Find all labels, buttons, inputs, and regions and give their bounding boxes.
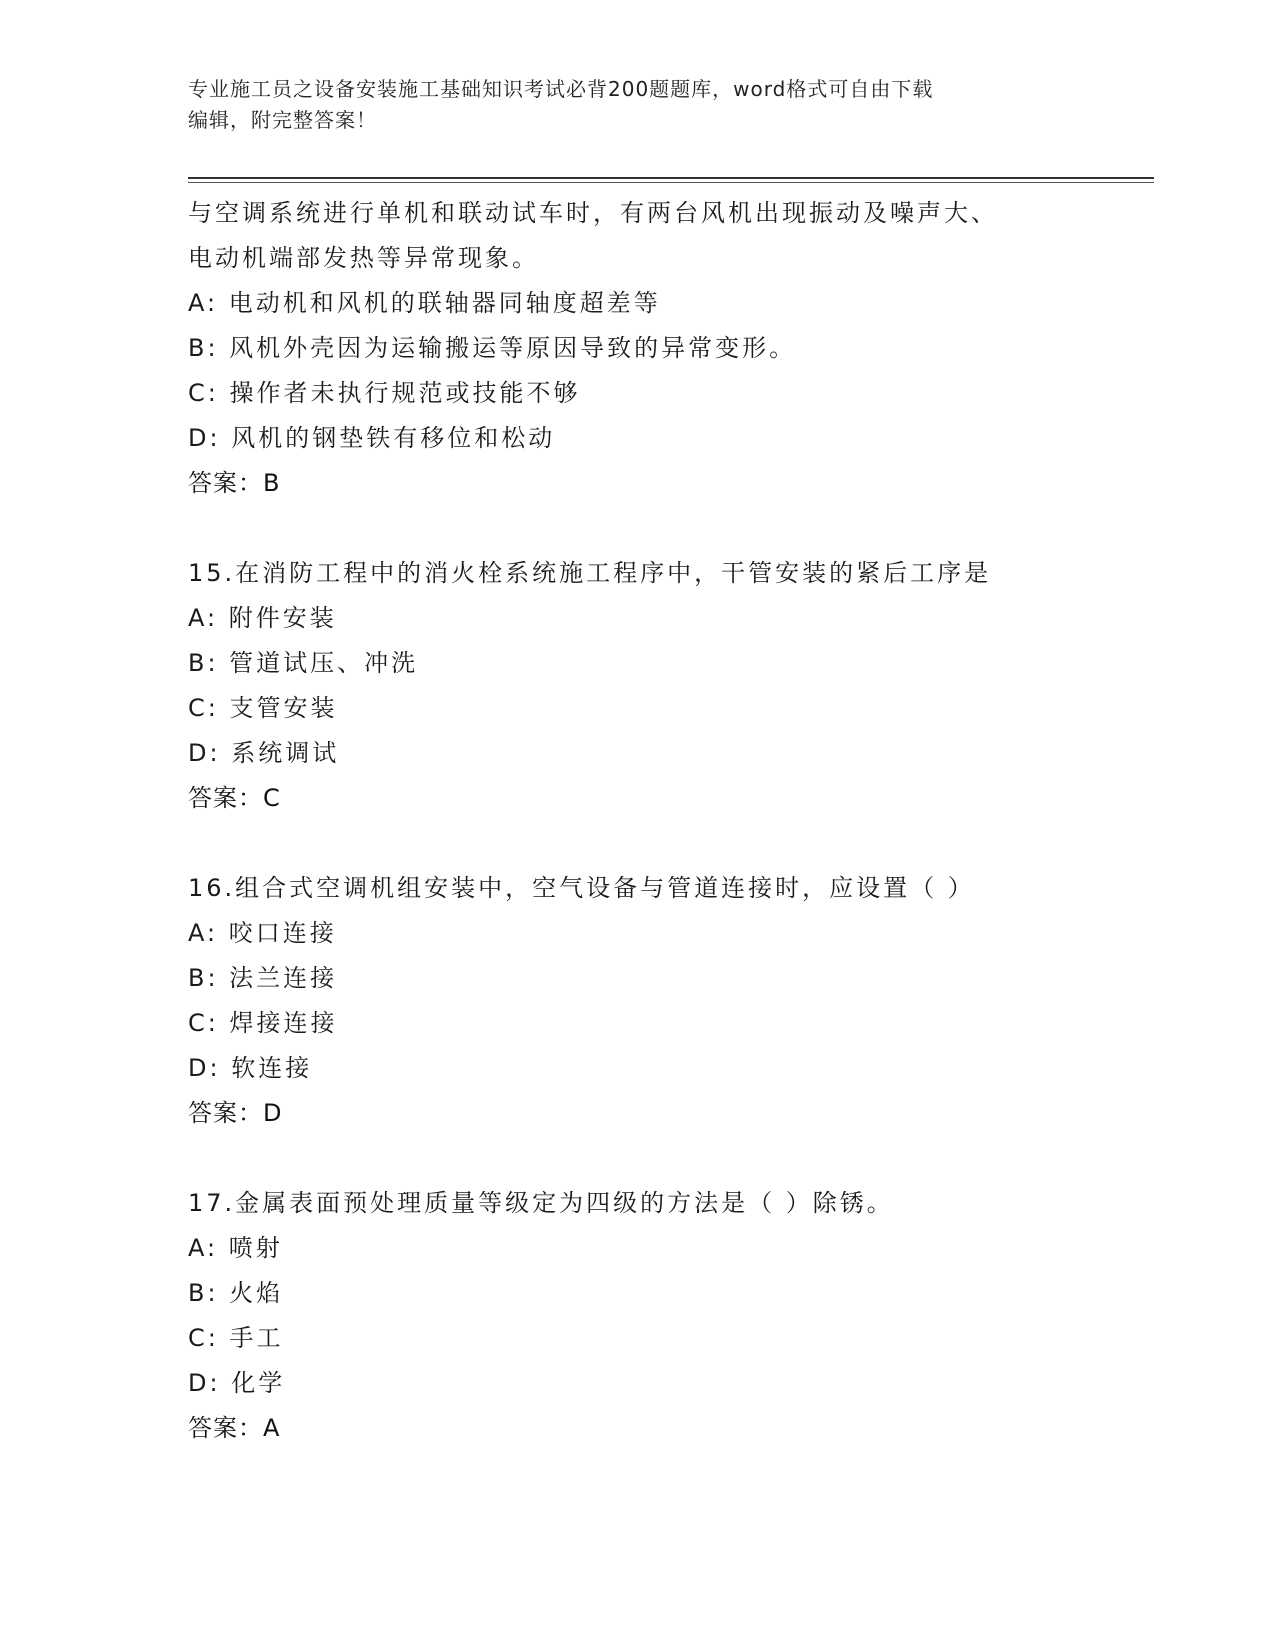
question-stem-continued: 电动机端部发热等异常现象。 [188,244,539,272]
header-divider-thick [188,177,1154,179]
answer-text: 答案：A [188,1414,281,1442]
option-a: A: 咬口连接 [188,919,337,947]
option-a: A: 喷射 [188,1234,283,1262]
question-stem: 16.组合式空调机组安装中，空气设备与管道连接时，应设置（ ） [188,874,975,902]
option-b: B: 风机外壳因为运输搬运等原因导致的异常变形。 [188,334,797,362]
question-block-continued [188,191,1088,506]
option-d: D: 系统调试 [188,739,340,767]
option-d: D: 化学 [188,1369,286,1397]
option-a: A: 附件安装 [188,604,337,632]
header-divider-thin [188,182,1154,183]
spacer [188,1136,1088,1181]
option-c: C: 操作者未执行规范或技能不够 [188,379,581,407]
option-d: D: 风机的钢垫铁有移位和松动 [188,424,556,452]
option-b: B: 管道试压、冲洗 [188,649,419,677]
answer-text: 答案：D [188,1099,283,1127]
answer-text: 答案：C [188,784,281,812]
question-block-17 [188,1181,1088,1451]
option-c: C: 手工 [188,1324,284,1352]
option-d: D: 软连接 [188,1054,313,1082]
question-stem: 17.金属表面预处理质量等级定为四级的方法是（ ）除锈。 [188,1189,894,1217]
document-body [188,191,1088,1451]
document-header [188,74,1088,136]
option-b: B: 法兰连接 [188,964,338,992]
question-stem: 与空调系统进行单机和联动试车时，有两台风机出现振动及噪声大、 [188,199,998,227]
spacer [188,506,1088,551]
option-b: B: 火焰 [188,1279,284,1307]
header-line-1: 专业施工员之设备安装施工基础知识考试必背200题题库，word格式可自由下载 [188,77,934,101]
option-a: A: 电动机和风机的联轴器同轴度超差等 [188,289,661,317]
answer-text: 答案：B [188,469,281,497]
header-line-2: 编辑，附完整答案！ [188,108,377,132]
option-c: C: 支管安装 [188,694,338,722]
question-stem: 15.在消防工程中的消火栓系统施工程序中，干管安装的紧后工序是 [188,559,992,587]
question-block-15 [188,551,1088,821]
question-block-16 [188,866,1088,1136]
spacer [188,821,1088,866]
option-c: C: 焊接连接 [188,1009,338,1037]
